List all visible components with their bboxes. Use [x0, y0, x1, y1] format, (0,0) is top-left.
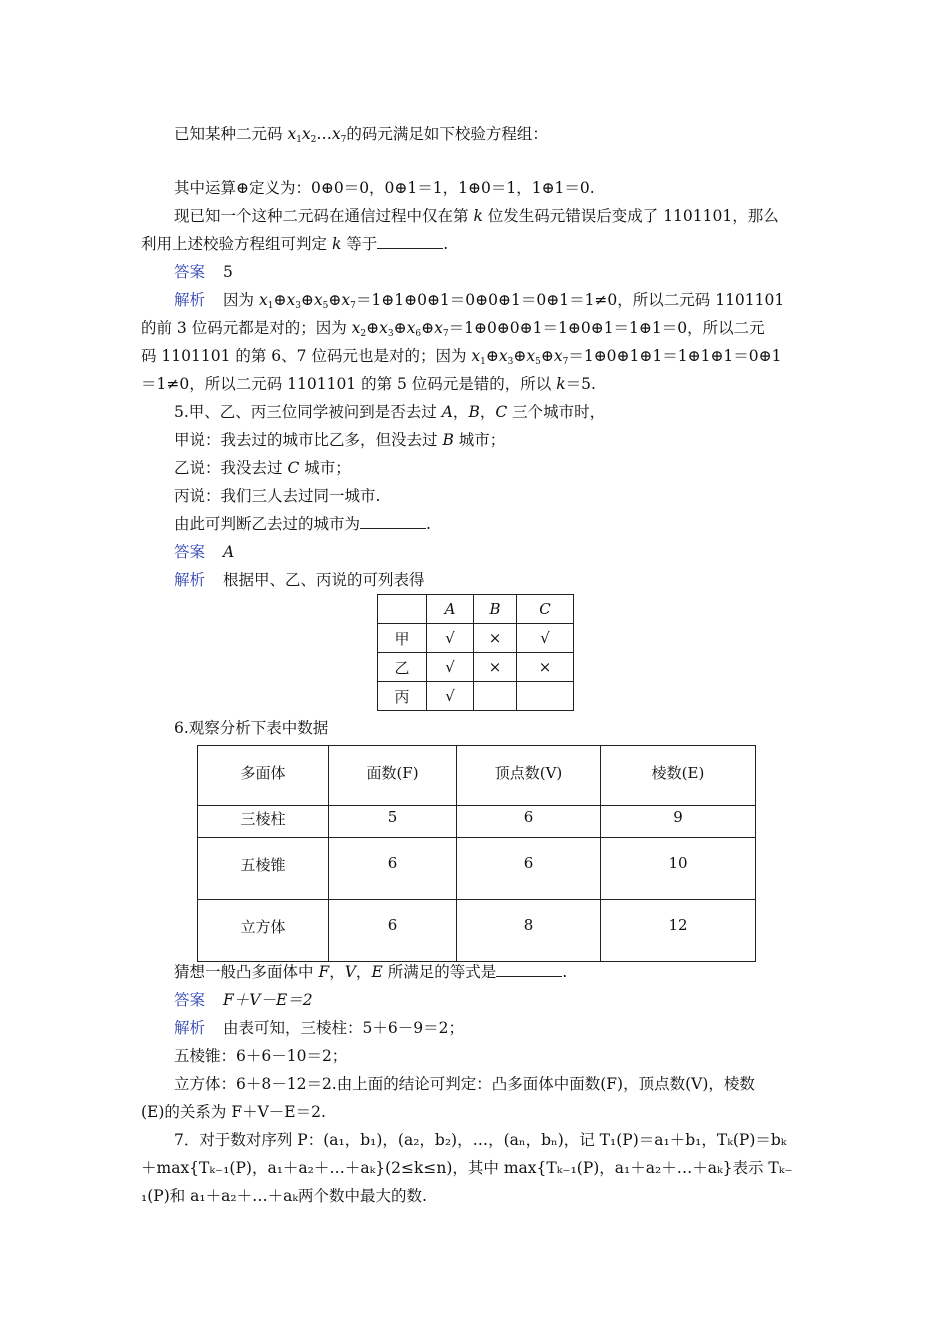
p6-analysis-1: 解析 由表可知，三棱柱：5＋6－9＝2；: [174, 1019, 464, 1037]
answer-blank: [496, 962, 562, 977]
table-row: [198, 838, 756, 900]
analysis-label: 解析: [174, 291, 206, 309]
p5-statement-jia: 甲说：我去过的城市比乙多，但没去过 B 城市；: [174, 431, 506, 449]
table-cell: 丙: [378, 682, 427, 711]
p6-guess: 猜想一般凸多面体中 F，V，E 所满足的等式是 .: [174, 963, 568, 981]
table-cell: 乙: [378, 653, 427, 682]
table-cell: 8: [457, 900, 601, 962]
p5-answer: 答案 A: [174, 543, 235, 561]
polyhedra-table: [197, 745, 756, 962]
p6-analysis-4: (E)的关系为 F＋V－E＝2.: [141, 1103, 326, 1121]
city-table: [377, 594, 574, 711]
p7-line-2: ＋max{Tₖ₋₁(P)，a₁＋a₂＋…＋aₖ}(2≤k≤n)，其中 max{Tₖ₋₁(P)，a₁＋a₂＋…＋aₖ}表示 Tₖ₋: [141, 1159, 793, 1177]
table-cell: √: [427, 624, 474, 653]
table-row: [378, 653, 574, 682]
p4-analysis-1: 解析 因为 $x_1\oplus x_3\oplus x_5\oplus x_7=1\oplus 1\oplus 0\oplus 1=0\oplus 0\oplus 1=0\oplus 1=1\ne 0$，所以二元码 1101101: [174, 291, 785, 311]
analysis-label: 解析: [174, 571, 206, 589]
table-header: 多面体: [198, 746, 329, 806]
table-cell: 6: [329, 838, 457, 900]
table-cell: ×: [474, 653, 517, 682]
table-cell: √: [427, 682, 474, 711]
p7-line-3: ₁(P)和 a₁＋a₂＋…＋aₖ两个数中最大的数.: [141, 1187, 427, 1205]
answer-label: 答案: [174, 263, 206, 281]
table-header: 顶点数(V): [457, 746, 601, 806]
p4-intro: 已知某种二元码 $x_1x_2\dots x_7$的码元满足如下校验方程组：: [174, 125, 548, 145]
table-cell: ×: [474, 624, 517, 653]
p6-question: 6.观察分析下表中数据: [174, 719, 329, 737]
p4-analysis-3: 码 1101101 的第 6、7 位码元也是对的；因为 $x_1\oplus x_3\oplus x_5\oplus x_7=1\oplus 0\oplus 1\oplus 1=1\oplus 1\oplus 1=0\oplus 1$: [141, 347, 782, 367]
answer-blank: [360, 514, 426, 529]
p4-op-def: 其中运算⊕定义为：0⊕0＝0，0⊕1＝1，1⊕0＝1，1⊕1＝0.: [174, 179, 595, 197]
table-cell: 12: [601, 900, 756, 962]
table-cell: 6: [457, 806, 601, 838]
table-header-c: C: [517, 595, 574, 624]
table-cell: √: [517, 624, 574, 653]
p4-question-cont: 利用上述校验方程组可判定 k 等于 .: [141, 235, 449, 253]
table-header-a: A: [427, 595, 474, 624]
table-header-row: [378, 595, 574, 624]
table-cell: 三棱柱: [198, 806, 329, 838]
table-header-b: B: [474, 595, 517, 624]
table-cell: √: [427, 653, 474, 682]
p5-statement-bing: 丙说：我们三人去过同一城市.: [174, 487, 381, 505]
table-row: [378, 682, 574, 711]
p4-answer: 答案 5: [174, 263, 233, 281]
table-cell: 五棱锥: [198, 838, 329, 900]
table-cell: [474, 682, 517, 711]
table-row: [198, 900, 756, 962]
p7-line-1: 7．对于数对序列 P：(a₁，b₁)，(a₂，b₂)，…，(aₙ，bₙ)，记 T₁(P)＝a₁＋b₁，Tₖ(P)＝bₖ: [174, 1131, 787, 1149]
table-row: [378, 624, 574, 653]
table-cell: 立方体: [198, 900, 329, 962]
table-cell: [517, 682, 574, 711]
table-cell: 9: [601, 806, 756, 838]
p4-analysis-2: 的前 3 位码元都是对的；因为 $x_2\oplus x_3\oplus x_6\oplus x_7=1\oplus 0\oplus 0\oplus 1=1\oplus 0\oplus 1=1\oplus 1=0$，所以二元: [141, 319, 765, 339]
table-row: [198, 806, 756, 838]
p6-answer: 答案 F＋V－E＝2: [174, 991, 313, 1009]
table-cell: 6: [457, 838, 601, 900]
table-header: 棱数(E): [601, 746, 756, 806]
analysis-label: 解析: [174, 1019, 206, 1037]
p5-question: 5.甲、乙、丙三位同学被问到是否去过 A，B，C 三个城市时，: [174, 403, 606, 421]
table-cell: 6: [329, 900, 457, 962]
answer-label: 答案: [174, 991, 206, 1009]
table-cell: ×: [517, 653, 574, 682]
table-cell: [378, 595, 427, 624]
p5-ask: 由此可判断乙去过的城市为 .: [174, 515, 431, 533]
table-header-row: [198, 746, 756, 806]
answer-blank: [377, 234, 443, 249]
p6-analysis-3: 立方体：6＋8－12＝2.由上面的结论可判定：凸多面体中面数(F)，顶点数(V)，棱数: [174, 1075, 755, 1093]
p5-analysis: 解析 根据甲、乙、丙说的可列表得: [174, 571, 425, 589]
table-cell: 5: [329, 806, 457, 838]
table-cell: 甲: [378, 624, 427, 653]
p4-question: 现已知一个这种二元码在通信过程中仅在第 k 位发生码元错误后变成了 1101101，那么: [174, 207, 779, 225]
table-header: 面数(F): [329, 746, 457, 806]
p6-analysis-2: 五棱锥：6＋6－10＝2；: [174, 1047, 348, 1065]
table-cell: 10: [601, 838, 756, 900]
p5-statement-yi: 乙说：我没去过 C 城市；: [174, 459, 351, 477]
p4-analysis-4: ＝1≠0，所以二元码 1101101 的第 5 位码元是错的，所以 k＝5.: [141, 375, 596, 393]
answer-label: 答案: [174, 543, 206, 561]
